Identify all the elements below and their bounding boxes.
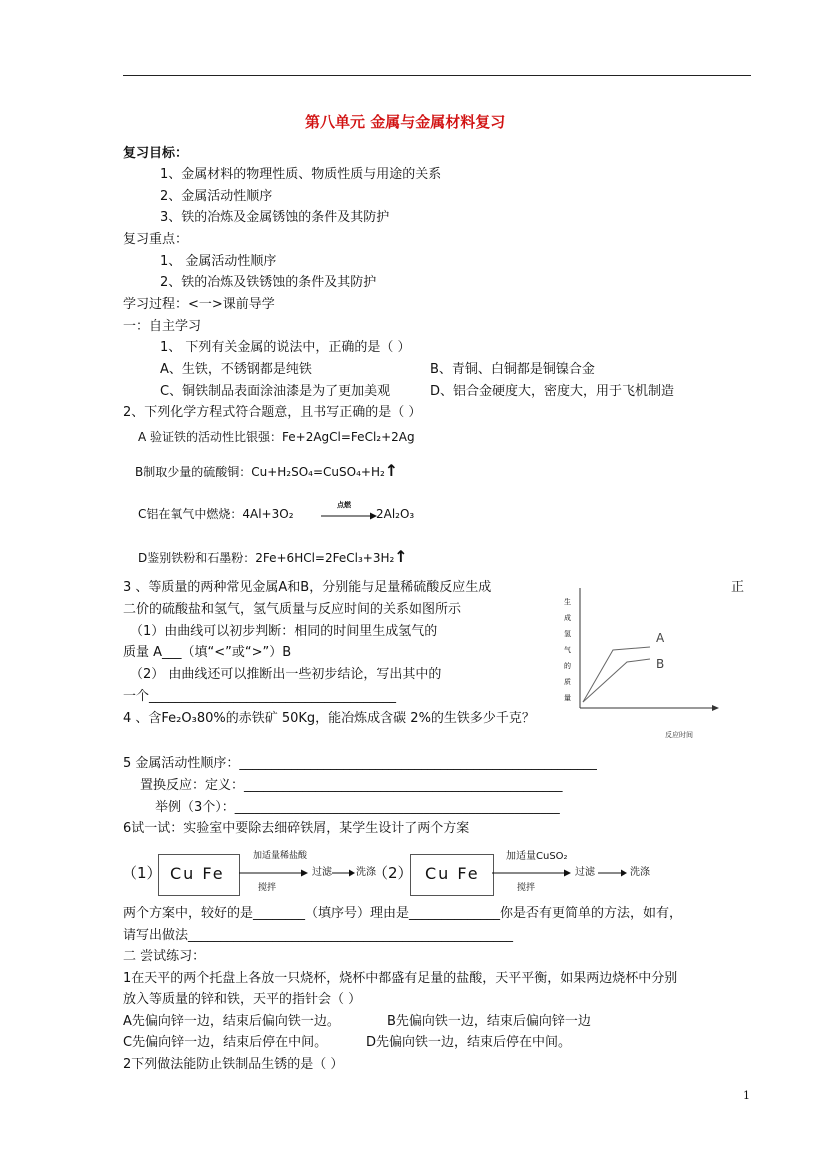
process-heading: 学习过程：<一>课前导学 bbox=[123, 297, 275, 312]
page-number: 1 bbox=[743, 1089, 750, 1102]
y-axis-label-char: 质 bbox=[564, 678, 571, 686]
practice-q1-option-b: B先偏向铁一边，结束后偏向锌一边 bbox=[387, 1014, 591, 1029]
q3-line: 一个______________________________________ bbox=[123, 689, 397, 704]
goal-item: 2、金属活动性顺序 bbox=[160, 189, 273, 204]
y-axis-label-char: 的 bbox=[564, 662, 571, 670]
gas-arrow-icon: ↑ bbox=[394, 547, 408, 566]
practice-q1-option-a: A先偏向锌一边，结束后偏向铁一边。 bbox=[123, 1014, 340, 1029]
q2-option-d: D鉴别铁粉和石墨粉：2Fe+6HCl=2FeCl₃+3H₂↑ bbox=[138, 547, 408, 566]
practice-q1-option-d: D先偏向铁一边，结束后停在中间。 bbox=[366, 1035, 572, 1050]
q5-line: 5 金属活动性顺序：_______________________________________________________ bbox=[123, 756, 597, 771]
scheme1-arrow-icon bbox=[239, 868, 309, 878]
scheme2-wash: 洗涤 bbox=[630, 867, 650, 878]
curve-a-label: A bbox=[656, 631, 665, 645]
y-axis-label-char: 量 bbox=[564, 694, 571, 702]
focus-item: 2、铁的冶炼及铁锈蚀的条件及其防护 bbox=[160, 275, 377, 290]
scheme1-stir: 搅拌 bbox=[258, 883, 277, 893]
q2-option-c-product: 2Al₂O₃ bbox=[376, 507, 415, 521]
practice-q1-line: 1在天平的两个托盘上各放一只烧杯，烧杯中都盛有足量的盐酸，天平平衡，如果两边烧杯中分别 bbox=[123, 971, 678, 986]
curve-b-label: B bbox=[656, 657, 665, 671]
scheme1-wash: 洗涤 bbox=[356, 867, 376, 878]
practice-q1-line: 放入等质量的锌和铁，天平的指针会（ ） bbox=[123, 992, 362, 1007]
q2-option-a: A 验证铁的活动性比银强：Fe+2AgCl=FeCl₂+2Ag bbox=[138, 430, 415, 444]
goal-item: 1、金属材料的物理性质、物质性质与用途的关系 bbox=[160, 167, 442, 182]
q3-line: 质量 A___（填“<”或“>”）B bbox=[123, 645, 292, 660]
y-axis-label-char: 氢 bbox=[564, 630, 571, 638]
q2-stem: 2、下列化学方程式符合题意，且书写正确的是（ ） bbox=[123, 405, 422, 420]
q1-option-c: C、铜铁制品表面涂油漆是为了更加美观 bbox=[160, 384, 391, 399]
q3-line: （1）由曲线可以初步判断：相同的时间里生成氢气的 bbox=[130, 624, 438, 639]
q1-stem: 1、 下列有关金属的说法中，正确的是（ ） bbox=[160, 340, 411, 355]
scheme2-arrow-icon bbox=[598, 868, 628, 878]
reaction-arrow-icon bbox=[320, 511, 378, 521]
section-self-study: 一：自主学习 bbox=[123, 319, 202, 334]
header-rule bbox=[123, 75, 751, 76]
curve-b bbox=[583, 659, 650, 702]
q4-stem: 4 、含Fe₂O₃80%的赤铁矿 50Kg，能冶炼成含碳 2%的生铁多少千克？ bbox=[123, 711, 535, 726]
scheme1-filter: 过滤 bbox=[312, 867, 332, 878]
page-title: 第八单元 金属与金属材料复习 bbox=[305, 113, 506, 131]
focus-heading: 复习重点： bbox=[123, 232, 189, 247]
practice-q2-stem: 2下列做法能防止铁制品生锈的是（ ） bbox=[123, 1057, 344, 1072]
practice-q1-option-c: C先偏向锌一边，结束后停在中间。 bbox=[123, 1035, 328, 1050]
scheme2-number: （2） bbox=[373, 864, 413, 882]
x-axis-arrow-icon bbox=[712, 705, 719, 711]
q1-option-a: A、生铁，不锈钢都是纯铁 bbox=[160, 362, 312, 377]
scheme1-number: （1） bbox=[122, 864, 162, 882]
practice-heading: 二 尝试练习： bbox=[123, 949, 206, 964]
q2-option-b: B制取少量的硫酸铜：Cu+H₂SO₄=CuSO₄+H₂↑ bbox=[135, 461, 399, 480]
q5-line: 举例（3个）：__________________________________________________ bbox=[155, 800, 560, 815]
focus-item: 1、 金属活动性顺序 bbox=[160, 254, 277, 269]
curve-a bbox=[583, 647, 650, 702]
scheme2-filter: 过滤 bbox=[575, 867, 595, 878]
q6-answer-line: 请写出做法__________________________________________________ bbox=[123, 928, 514, 943]
q5-line: 置换反应：定义：_________________________________________________ bbox=[140, 778, 563, 793]
y-axis-label-char: 成 bbox=[564, 614, 571, 622]
q3-line: 3 、等质量的两种常见金属A和B，分别能与足量稀硫酸反应生成 bbox=[123, 580, 492, 595]
scheme1-box-label: Cu Fe bbox=[170, 864, 225, 883]
q3-line: 二价的硫酸盐和氢气，氢气质量与反应时间的关系如图所示 bbox=[123, 602, 462, 617]
y-axis-label-char: 气 bbox=[564, 646, 571, 654]
q6-answer-line: 两个方案中，较好的是________（填序号）理由是______________你是否有更简单的方法，如有， bbox=[123, 906, 683, 921]
q3-line-end: 正 bbox=[731, 580, 745, 595]
scheme1-arrow-icon bbox=[332, 868, 356, 878]
goal-item: 3、铁的冶炼及金属锈蚀的条件及其防护 bbox=[160, 210, 390, 225]
q1-option-b: B、青铜、白铜都是铜镍合金 bbox=[430, 362, 595, 377]
scheme2-stir: 搅拌 bbox=[517, 883, 536, 893]
hydrogen-time-graph bbox=[555, 580, 725, 745]
q1-option-d: D、铝合金硬度大，密度大，用于飞机制造 bbox=[430, 384, 675, 399]
scheme2-box-label: Cu Fe bbox=[425, 864, 480, 883]
x-axis-label: 反应时间 bbox=[665, 731, 693, 739]
scheme2-arrow-icon bbox=[492, 868, 572, 878]
y-axis-label-char: 生 bbox=[564, 598, 571, 606]
q2-option-c: C铝在氧气中燃烧：4Al+3O₂ bbox=[138, 507, 294, 521]
reaction-condition: 点燃 bbox=[337, 501, 351, 509]
scheme1-reagent: 加适量稀盐酸 bbox=[253, 851, 308, 861]
scheme2-reagent: 加适量CuSO₂ bbox=[506, 851, 568, 862]
q3-line: （2） 由曲线还可以推断出一些初步结论，写出其中的 bbox=[130, 667, 442, 682]
goals-heading: 复习目标： bbox=[123, 146, 189, 161]
gas-arrow-icon: ↑ bbox=[384, 461, 399, 480]
q6-stem: 6试一试：实验室中要除去细碎铁屑，某学生设计了两个方案 bbox=[123, 821, 470, 836]
